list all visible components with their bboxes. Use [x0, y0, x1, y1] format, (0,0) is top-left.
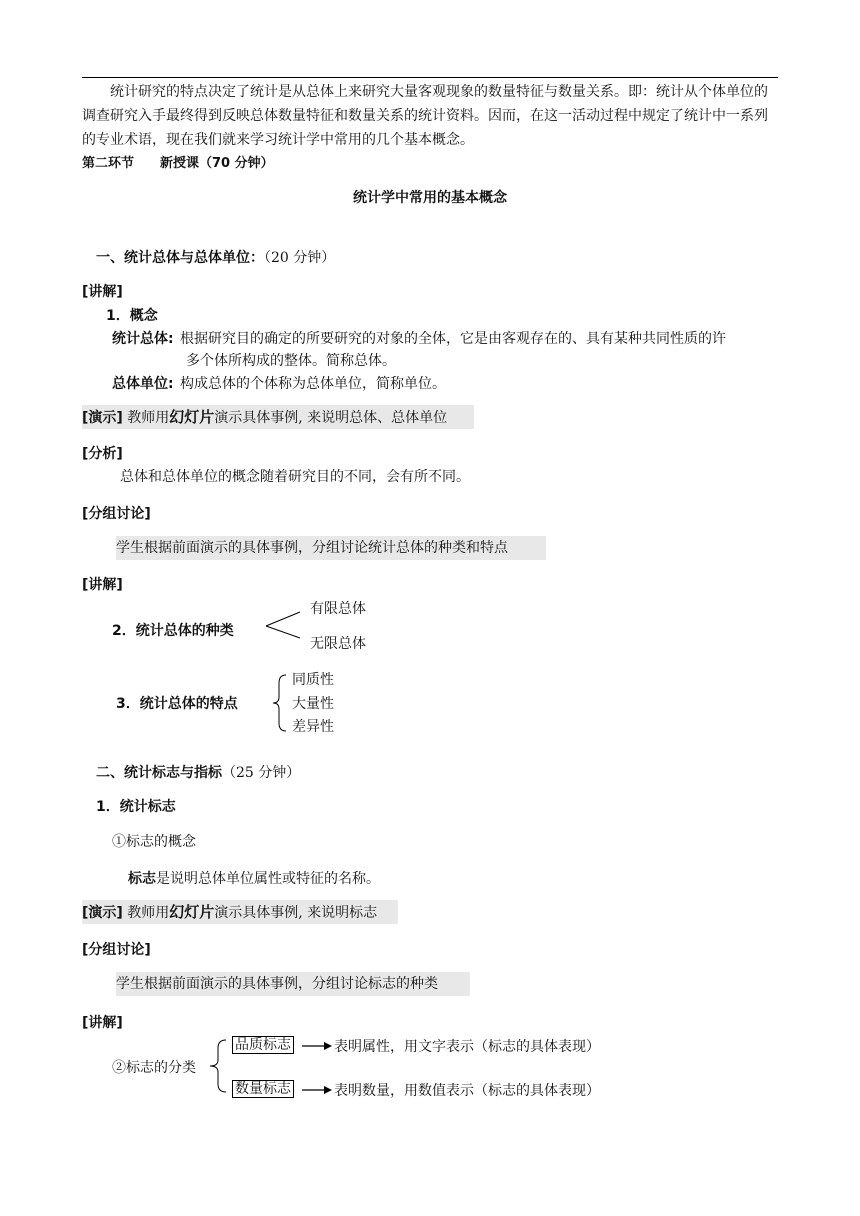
demo-tag: [演示]: [82, 905, 123, 921]
term-label: 统计总体:: [112, 331, 174, 347]
definition-text: 是说明总体单位属性或特征的名称。: [156, 871, 380, 887]
feature-item: 同质性: [292, 672, 334, 688]
types-label: 2．统计总体的种类: [112, 623, 234, 639]
concept-heading: 1．概念: [106, 308, 158, 324]
demo-text: 演示具体事例, 来说明总体、总体单位: [214, 410, 448, 426]
top-rule: [82, 77, 778, 78]
page-title: 统计学中常用的基本概念: [353, 190, 507, 206]
discussion-text: 学生根据前面演示的具体事例，分组讨论统计总体的种类和特点: [116, 536, 546, 560]
subsection-heading: 1．统计标志: [96, 799, 176, 815]
discussion-text: 学生根据前面演示的具体事例，分组讨论标志的种类: [116, 972, 470, 996]
analysis-text: 总体和总体单位的概念随着研究目的不同，会有所不同。: [120, 469, 470, 485]
demo-text: 教师用: [122, 410, 170, 426]
type-item: 无限总体: [310, 636, 366, 652]
discussion-tag: [分组讨论]: [82, 942, 151, 958]
lecture-tag: [讲解]: [82, 284, 123, 300]
demo-note: [82, 900, 398, 924]
brace-icon: [270, 673, 290, 733]
arrow-right-icon: [302, 1040, 332, 1052]
feature-item: 差异性: [292, 719, 334, 735]
subsection-item: ①标志的概念: [112, 834, 196, 850]
feature-item: 大量性: [292, 696, 334, 712]
definition-term: 标志: [128, 871, 156, 887]
classification-item: [232, 1035, 294, 1055]
branch-lines: [264, 610, 304, 640]
classification-box: 数量标志: [232, 1080, 294, 1098]
intro-paragraph: 统计研究的特点决定了统计是从总体上来研究大量客观现象的数量特征与数量关系。即：统计从个体单位的调查研究入手最终得到反映总体数量特征和数量关系的统计资料。因而，在这一活动过程中规定了统计中一系列的专业术语，现在我们就来学习统计学中常用的几个基本概念。: [82, 84, 768, 148]
term-label: 总体单位:: [112, 376, 174, 392]
analysis-tag: [分析]: [82, 446, 123, 462]
demo-text: 教师用: [122, 905, 170, 921]
demo-emphasis: 幻灯片: [169, 903, 215, 921]
demo-emphasis: 幻灯片: [169, 408, 215, 426]
brace-icon: [206, 1034, 230, 1098]
section-heading: 第二环节 新授课（70 分钟）: [82, 156, 274, 171]
definition: [128, 868, 380, 888]
features-label: 3．统计总体的特点: [116, 696, 238, 712]
classification-box: 品质标志: [232, 1036, 294, 1054]
type-item: 有限总体: [310, 601, 366, 617]
demo-tag: [演示]: [82, 410, 123, 426]
lecture-tag: [讲解]: [82, 1015, 123, 1031]
classification-label: ②标志的分类: [112, 1060, 196, 1076]
part2-heading-time: （25 分钟）: [222, 765, 301, 781]
part1-heading-title: 一、统计总体与总体单位：: [96, 250, 264, 266]
term-definition-line: 多个体所构成的整体。简称总体。: [186, 353, 396, 369]
arrow-right-icon: [302, 1084, 332, 1096]
part2-heading-title: 二、统计标志与指标: [96, 765, 222, 781]
term-definition-line: 根据研究目的确定的所要研究的对象的全体，它是由客观存在的、具有某种共同性质的许: [180, 331, 726, 347]
demo-text: 演示具体事例, 来说明标志: [214, 905, 378, 921]
discussion-tag: [分组讨论]: [82, 506, 151, 522]
part1-heading: [96, 247, 335, 267]
lecture-tag: [讲解]: [82, 577, 123, 593]
part2-heading: [96, 762, 300, 782]
classification-desc: 表明数量，用数值表示（标志的具体表现）: [334, 1083, 600, 1099]
part1-heading-time: （20 分钟）: [264, 250, 336, 266]
classification-desc: 表明属性，用文字表示（标志的具体表现）: [334, 1039, 600, 1055]
classification-item: [232, 1079, 294, 1099]
demo-note: [82, 405, 474, 429]
term-definition: 构成总体的个体称为总体单位，简称单位。: [180, 376, 446, 392]
